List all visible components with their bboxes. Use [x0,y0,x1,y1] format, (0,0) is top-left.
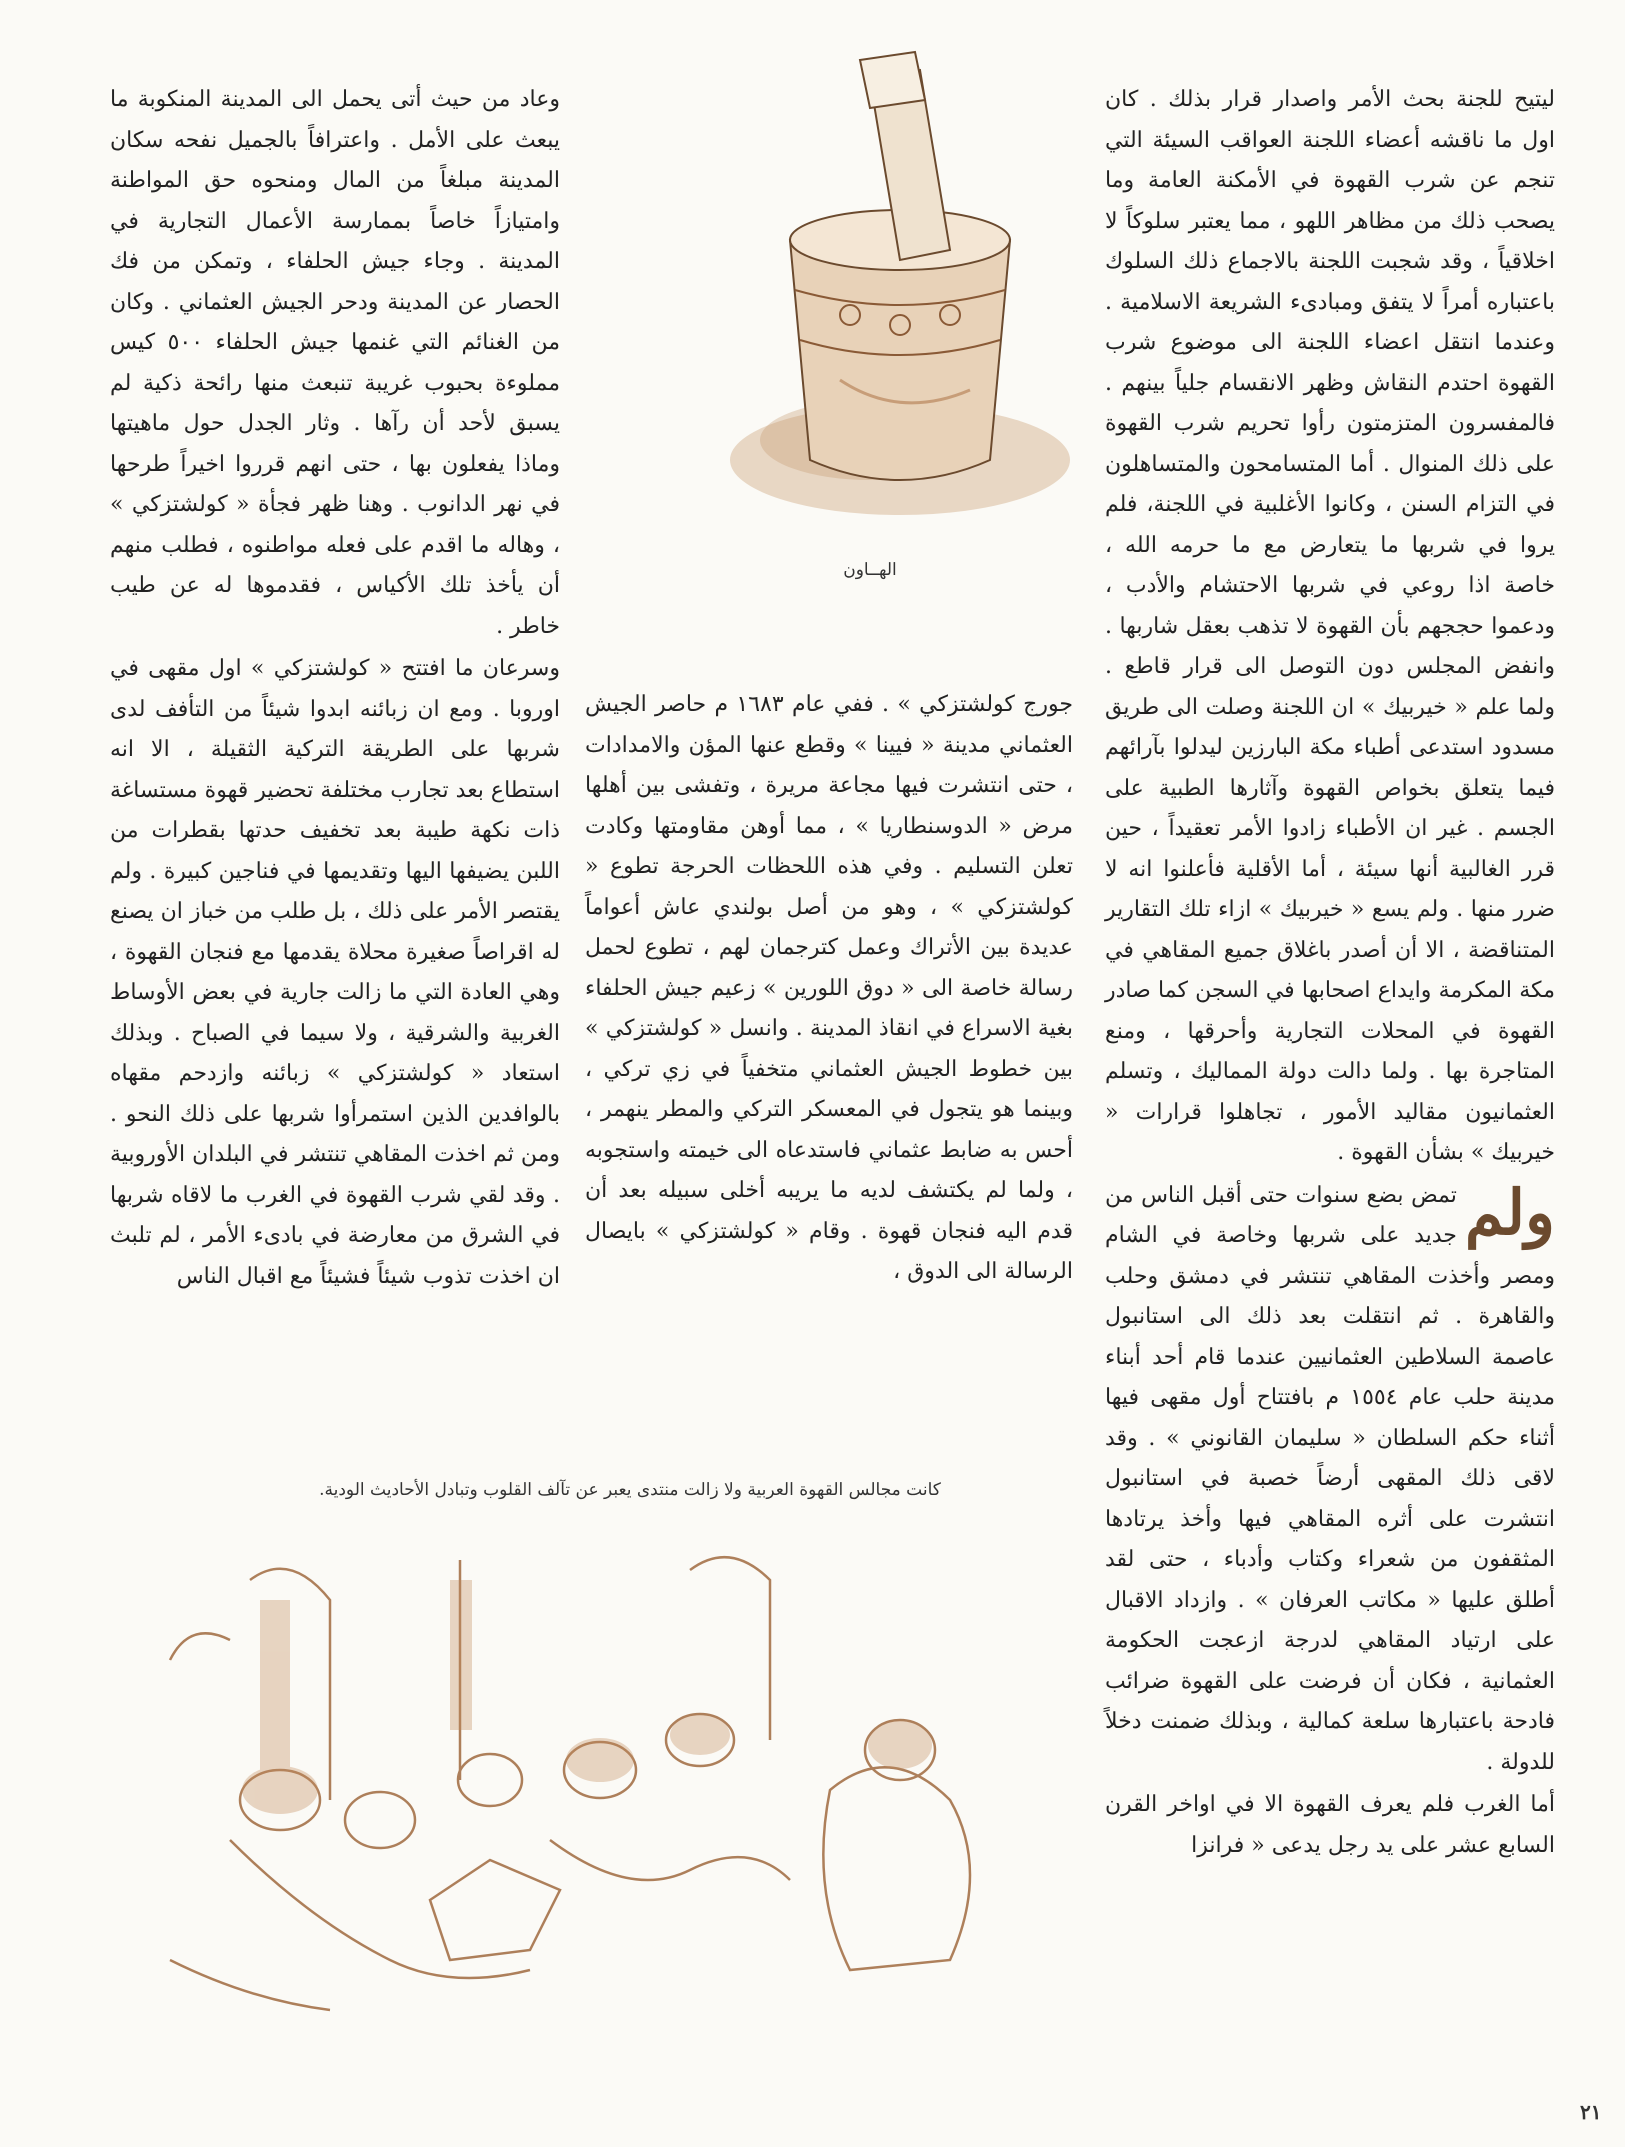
paragraph-text: تمض بضع سنوات حتى أقبل الناس من جديد على شربها وخاصة في الشام ومصر وأخذت المقاهي تنتشر في دمشق وحلب والقاهرة . ثم انتقلت بعد ذلك الى استانبول عاصمة السلاطين العثمانيين عندما قام أحد أبناء مدينة حلب عام ١٥٥٤ م بافتتاح أول مقهى فيها أثناء حكم السلطان « سليمان القانوني » . وقد لاقى ذلك المقهى أرضاً خصبة في استانبول انتشرت على أثره المقاهي فيها وأخذ يرتادها المثقفون من شعراء وكتاب وأدباء ، حتى لقد أطلق عليها « مكاتب العرفان » . وازداد الاقبال على ارتياد المقاهي لدرجة ازعجت الحكومة العثمانية ، فكان أن فرضت على القهوة ضرائب فادحة باعتبارها سلعة كمالية ، وبذلك ضمنت دخلاً للدولة . [1105,1182,1555,1775]
text-column-left [110,80,560,1299]
paragraph: وسرعان ما افتتح « كولشتزكي » اول مقهى في اوروبا . ومع ان زبائنه ابدوا شيئاً من التأفف لدى شربها على الطريقة التركية الثقيلة ، الا انه استطاع بعد تجارب مختلفة تحضير قهوة مستساغة ذات نكهة طيبة بعد تخفيف حدتها بقطرات من اللبن يضيفها اليها وتقديمها في فناجين كبيرة . ولم يقتصر الأمر على ذلك ، بل طلب من خباز ان يصنع له اقراصاً صغيرة محلاة يقدمها مع فنجان القهوة ، وهي العادة التي ما زالت جارية في بعض الأوساط الغربية والشرقية ، ولا سيما في الصباح . وبذلك استعاد « كولشتزكي » زبائنه وازدحم مقهاه بالوافدين الذين استمرأوا شربها على ذلك النحو . ومن ثم اخذت المقاهي تنتشر في البلدان الأوروبية . وقد لقي شرب القهوة في الغرب ما لاقاه شربها في الشرق من معارضة في بادىء الأمر ، لم تلبث ان اخذت تذوب شيئاً فشيئاً مع اقبال الناس [110,656,560,1289]
paragraph [1105,1176,1555,1784]
paragraph: جورج كولشتزكي » . ففي عام ١٦٨٣ م حاصر الجيش العثماني مدينة « فيينا » وقطع عنها المؤن والامدادات ، حتى انتشرت فيها مجاعة مريرة ، وتفشى بين أهلها مرض « الدوسنطاريا » ، مما أوهن مقاومتها وكادت تعلن التسليم . وفي هذه اللحظات الحرجة تطوع « كولشتزكي » ، وهو من أصل بولندي عاش أعواماً عديدة بين الأتراك وعمل كترجمان لهم ، تطوع لحمل رسالة خاصة الى « دوق اللورين » زعيم جيش الحلفاء بغية الاسراع في انقاذ المدينة . وانسل « كولشتزكي » بين خطوط الجيش العثماني متخفياً في زي تركي ، وبينما هو يتجول في المعسكر التركي والمطر ينهمر ، أحس به ضابط عثماني فاستدعاه الى خيمته واستجوبه ، ولما لم يكتشف لديه ما يريبه أخلى سبيله بعد أن قدم اليه فنجان قهوة . وقام « كولشتزكي » بايصال الرسالة الى الدوق ، [585,692,1073,1284]
drop-cap: ولم [1464,1175,1555,1249]
cafe-scene-illustration [130,1540,1080,2080]
text-column-middle [585,685,1073,1295]
cafe-caption: كانت مجالس القهوة العربية ولا زالت منتدى يعبر عن تآلف القلوب وتبادل الأحاديث الودية. [319,1480,941,1500]
mortar-illustration [720,40,1080,540]
paragraph: وعاد من حيث أتى يحمل الى المدينة المنكوبة ما يبعث على الأمل . واعترافاً بالجميل نفحه سكان المدينة مبلغاً من المال ومنحوه حق المواطنة وامتيازاً خاصاً بممارسة الأعمال التجارية في المدينة . وجاء جيش الحلفاء ، وتمكن من فك الحصار عن المدينة ودحر الجيش العثماني . وكان من الغنائم التي غنمها جيش الحلفاء ٥٠٠ كيس مملوءة بحبوب غريبة تنبعث منها رائحة ذكية لم يسبق لأحد أن رآها . وثار الجدل حول ماهيتها وماذا يفعلون بها ، حتى انهم قرروا اخيراً طرحها في نهر الدانوب . وهنا ظهر فجأة « كولشتزكي » ، وهاله ما اقدم على فعله مواطنوه ، فطلب منهم أن يأخذ تلك الأكياس ، فقدموها له عن طيب خاطر . [110,87,560,639]
text-column-right [1105,80,1555,1868]
paragraph: أما الغرب فلم يعرف القهوة الا في اواخر القرن السابع عشر على يد رجل يدعى « فرانزا [1105,1792,1555,1858]
paragraph: ليتيح للجنة بحث الأمر واصدار قرار بذلك . كان اول ما ناقشه أعضاء اللجنة العواقب السيئة التي تنجم عن شرب القهوة في الأمكنة العامة وما يصحب ذلك من مظاهر اللهو ، مما يعتبر سلوكاً لا اخلاقياً ، وقد شجبت اللجنة بالاجماع ذلك السلوك باعتباره أمراً لا يتفق ومبادىء الشريعة الاسلامية . وعندما انتقل اعضاء اللجنة الى موضوع شرب القهوة احتدم النقاش وظهر الانقسام جلياً بينهم . فالمفسرون المتزمتون رأوا تحريم شرب القهوة على ذلك المنوال . أما المتسامحون والمتساهلون في التزام السنن ، وكانوا الأغلبية في اللجنة، فلم يروا في شربها ما يتعارض مع ما حرمه الله ، خاصة اذا روعي في شربها الاحتشام والأدب ، ودعموا حججهم بأن القهوة لا تذهب بعقل شاربها . وانفض المجلس دون التوصل الى قرار قاطع . ولما علم « خيربيك » ان اللجنة وصلت الى طريق مسدود استدعى أطباء مكة البارزين ليدلوا بآرائهم فيما يتعلق بخواص القهوة وآثارها الطبية على الجسم . غير ان الأطباء زادوا الأمر تعقيداً ، حين قرر الغالبية أنها سيئة ، أما الأقلية فأعلنوا انه لا ضرر منها . ولم يسع « خيربيك » ازاء تلك التقارير المتناقضة ، الا أن أصدر باغلاق جميع المقاهي في مكة المكرمة وايداع اصحابها في السجن كما صادر القهوة في المحلات التجارية وأحرقها ، ومنع المتاجرة بها . ولما دالت دولة المماليك ، وتسلم العثمانيون مقاليد الأمور ، تجاهلوا قرارات « خيربيك » بشأن القهوة . [1105,87,1555,1165]
mortar-caption: الهــاون [843,560,897,580]
page-number: ٢١ [1580,2100,1602,2124]
